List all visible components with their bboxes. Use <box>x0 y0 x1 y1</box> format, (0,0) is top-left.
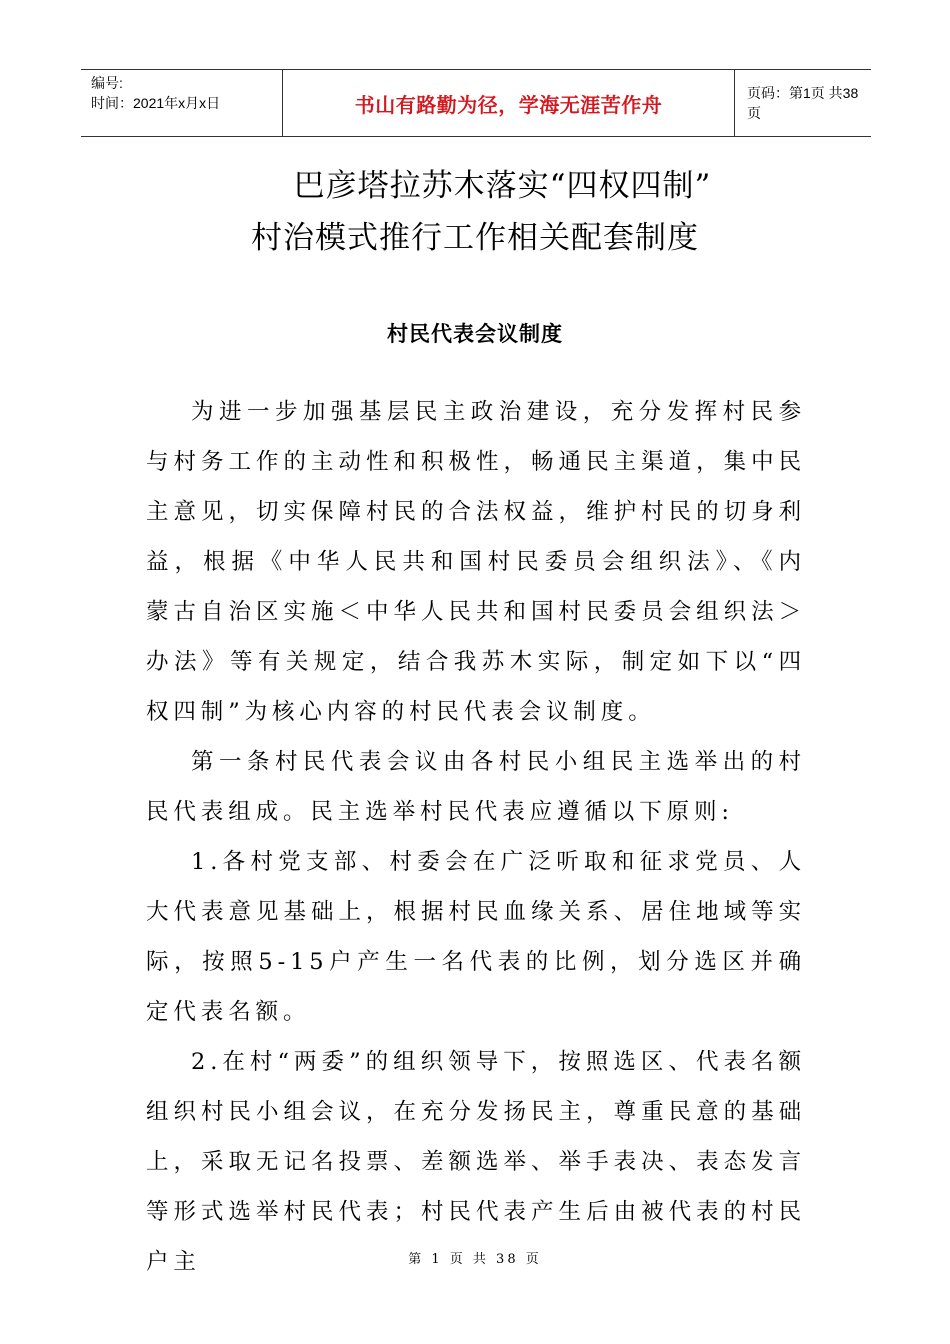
section-title: 村民代表会议制度 <box>387 322 563 346</box>
paragraph: 第一条村民代表会议由各村民小组民主选举出的村民代表组成。民主选举村民代表应遵循以下原则: <box>146 749 806 825</box>
paragraph: 1.各村党支部、村委会在广泛听取和征求党员、人大代表意见基础上，根据村民血缘关系、居住地域等实际，按照5-15户产生一名代表的比例，划分选区并确定代表名额。 <box>146 849 806 1025</box>
document-title-line2: 村治模式推行工作相关配套制度 <box>251 220 699 256</box>
document-title-line1: 巴彦塔拉苏木落实“四权四制” <box>293 168 712 204</box>
paragraph: 2.在村“两委”的组织领导下，按照选区、代表名额组织村民小组会议，在充分发扬民主，尊重民意的基础上，采取无记名投票、差额选举、举手表决、表态发言等形式选举村民代表；村民代表产生后由被代表的村民户主 <box>146 1049 806 1275</box>
header-meta <box>81 70 283 136</box>
paragraph: 为进一步加强基层民主政治建设，充分发挥村民参与村务工作的主动性和积极性，畅通民主渠道，集中民主意见，切实保障村民的合法权益，维护村民的切身利益，根据《中华人民共和国村民委员会组织法》、《内蒙古自治区实施＜中华人民共和国村民委员会组织法＞办法》等有关规定，结合我苏木实际，制定如下以“四权四制”为核心内容的村民代表会议制度。 <box>146 399 806 725</box>
time-label: 时间：2021年x月x日 <box>91 95 221 111</box>
page-footer: 第 1 页 共 38 页 <box>408 1252 542 1267</box>
header-page-info: 页码：第1页 共38页 <box>747 85 859 121</box>
number-label: 编号: <box>91 75 123 91</box>
header-slogan: 书山有路勤为径，学海无涯苦作舟 <box>283 70 735 136</box>
page-header <box>81 69 871 137</box>
document-body <box>146 387 806 1287</box>
